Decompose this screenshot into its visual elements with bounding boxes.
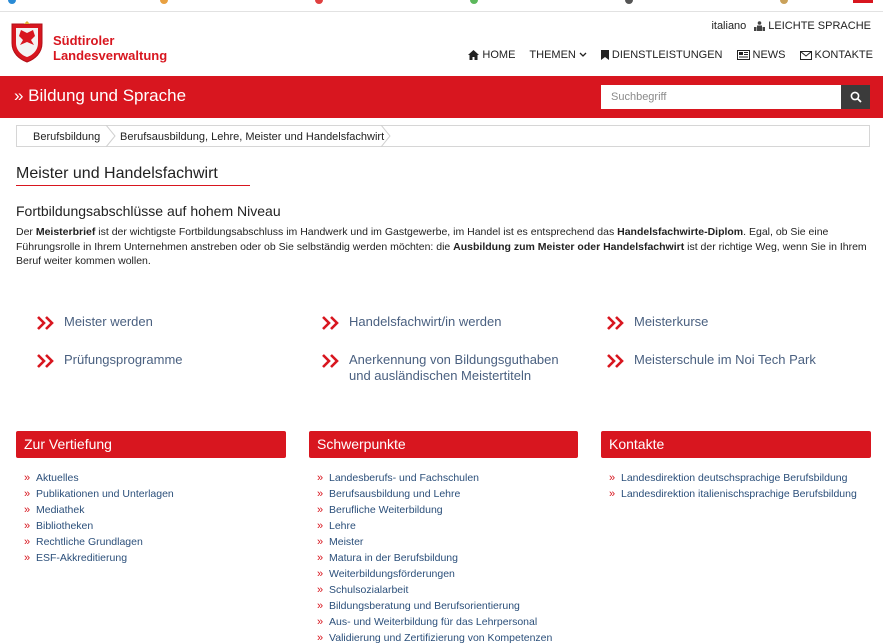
nav-kontakte[interactable] (800, 49, 873, 61)
link-label-line: Anerkennung von Bildungsguthaben (349, 352, 559, 367)
list-item[interactable] (24, 518, 174, 534)
double-chevron-right-icon (36, 353, 56, 369)
chevron-right-icon: » (317, 632, 324, 644)
intro-text: ist der wichtigste Fortbildungsabschluss im Handwerk und im Gastgewerbe, im Handel ist es entsprechend das (95, 226, 618, 238)
chevron-right-icon: » (24, 552, 31, 564)
list-item[interactable] (24, 550, 174, 566)
list-item-label: ESF-Akkreditierung (36, 552, 128, 564)
list-item-label: Bibliotheken (36, 520, 94, 532)
envelope-icon (800, 51, 812, 60)
top-strip (0, 0, 883, 12)
list-item[interactable] (24, 534, 174, 550)
title-underline (16, 185, 250, 186)
list-item[interactable] (317, 566, 552, 582)
double-chevron-right-icon (321, 315, 341, 331)
page-title: Meister und Handelsfachwirt (16, 165, 218, 182)
lang-italiano-link[interactable]: italiano (711, 20, 747, 32)
language-switch (711, 20, 871, 32)
link-label (634, 314, 708, 330)
double-chevron-right-icon (606, 353, 626, 369)
list-item[interactable] (317, 470, 552, 486)
list-item-label: Validierung und Zertifizierung von Kompetenzen (329, 632, 553, 644)
list-item-label: Publikationen und Unterlagen (36, 488, 174, 500)
breadcrumb-separator-icon (380, 125, 392, 147)
breadcrumb (16, 125, 870, 147)
logo-line-2: Landesverwaltung (53, 48, 168, 63)
link-label (349, 352, 559, 384)
list-item[interactable] (24, 486, 174, 502)
list-item-label: Schulsozialarbeit (329, 584, 409, 596)
logo-line-1: Südtiroler (53, 33, 115, 48)
list-item[interactable] (609, 470, 857, 486)
chevron-right-icon: » (317, 488, 324, 500)
double-chevron-right-icon (36, 315, 56, 331)
link-anerkennung[interactable] (321, 352, 559, 384)
link-meisterkurse[interactable] (606, 314, 708, 331)
toolbar-dot (470, 0, 478, 4)
chevron-right-icon: » (24, 504, 31, 516)
chevron-right-icon: » (317, 520, 324, 532)
chevron-right-icon: » (24, 536, 31, 548)
box-header-kontakte: Kontakte (601, 431, 871, 458)
chevron-down-icon (579, 52, 587, 58)
link-label-line: und ausländischen Meistertiteln (349, 368, 532, 383)
list-item[interactable] (609, 486, 857, 502)
list-item[interactable] (317, 614, 552, 630)
list-item-label: Weiterbildungsförderungen (329, 568, 455, 580)
nav-kontakte-label: KONTAKTE (814, 49, 873, 61)
list-item-label: Aus- und Weiterbildung für das Lehrpersonal (329, 616, 538, 628)
link-meisterschule-noi[interactable] (606, 352, 816, 369)
site-logo-text[interactable] (53, 33, 167, 63)
easy-language-link[interactable] (754, 20, 871, 32)
link-label-line: Handelsfachwirt/in werden (349, 314, 502, 329)
toolbar-dot (8, 0, 16, 4)
list-item[interactable] (317, 630, 552, 644)
link-label-line: Prüfungsprogramme (64, 352, 183, 367)
chevron-right-icon: » (609, 488, 616, 500)
search-input[interactable] (601, 85, 841, 109)
chevron-right-icon: » (317, 504, 324, 516)
list-item-label: Landesdirektion deutschsprachige Berufsbildung (621, 472, 848, 484)
list-item[interactable] (317, 486, 552, 502)
list-item[interactable] (24, 470, 174, 486)
intro-paragraph (16, 225, 872, 269)
toolbar-dot (780, 0, 788, 4)
list-item-label: Lehre (329, 520, 356, 532)
toolbar-dot (160, 0, 168, 4)
nav-home[interactable] (468, 49, 515, 61)
chevron-right-icon: » (24, 488, 31, 500)
link-meister-werden[interactable] (36, 314, 153, 331)
link-pruefungsprogramme[interactable] (36, 352, 183, 369)
chevron-right-icon: » (317, 536, 324, 548)
box-list-zur-vertiefung (24, 470, 174, 566)
list-item[interactable] (317, 582, 552, 598)
chevron-right-icon: » (317, 600, 324, 612)
intro-text: . Egal, ob Sie eine Führungsrolle in Ihrem Unternehmen anstreben oder ob Sie selbständig werden möchten: die (16, 226, 829, 253)
chevron-right-icon: » (24, 520, 31, 532)
list-item[interactable] (317, 550, 552, 566)
chevron-right-icon: » (609, 472, 616, 484)
chevron-right-icon: » (317, 472, 324, 484)
list-item-label: Mediathek (36, 504, 85, 516)
list-item-label: Matura in der Berufsbildung (329, 552, 458, 564)
box-list-kontakte (609, 470, 857, 502)
nav-news-label: NEWS (752, 49, 786, 61)
nav-home-label: HOME (482, 49, 516, 61)
chevron-right-icon: » (317, 568, 324, 580)
list-item-label: Berufsausbildung und Lehre (329, 488, 461, 500)
intro-bold-text: Handelsfachwirte-Diplom (617, 226, 744, 238)
breadcrumb-item[interactable]: Berufsausbildung, Lehre, Meister und Handelsfachwirt (120, 131, 385, 143)
link-label-line: Meisterkurse (634, 314, 709, 329)
nav-dienstleistungen[interactable] (601, 49, 723, 61)
list-item-label: Landesberufs- und Fachschulen (329, 472, 480, 484)
main-navigation (468, 49, 873, 61)
intro-text: ist der richtige Weg, wenn Sie in Ihrem Beruf weiter kommen wollen. (16, 240, 867, 267)
toolbar-dot (315, 0, 323, 4)
link-label (64, 352, 183, 368)
breadcrumb-separator-icon (105, 125, 117, 147)
link-label-line: Meister werden (64, 314, 153, 329)
list-item-label: Meister (329, 536, 364, 548)
box-header-schwerpunkte: Schwerpunkte (309, 431, 578, 458)
toolbar-red-tab (853, 0, 873, 3)
double-chevron-right-icon (321, 353, 341, 369)
list-item[interactable] (317, 598, 552, 614)
easy-language-icon (754, 21, 765, 31)
search-button[interactable] (841, 85, 870, 109)
toolbar-dot (625, 0, 633, 4)
link-handelsfachwirt-werden[interactable] (321, 314, 501, 331)
chevron-right-icon: » (317, 584, 324, 596)
section-title[interactable]: » Bildung und Sprache (14, 86, 187, 105)
list-item[interactable] (317, 534, 552, 550)
coat-of-arms-logo-icon[interactable] (10, 21, 44, 63)
link-label (349, 314, 501, 330)
chevron-right-icon: » (317, 552, 324, 564)
list-item[interactable] (317, 502, 552, 518)
nav-themen[interactable] (529, 49, 586, 61)
double-chevron-right-icon (606, 315, 626, 331)
intro-bold-text: Ausbildung zum Meister oder Handelsfachwirt (453, 240, 685, 253)
intro-text: Der (16, 226, 36, 238)
link-label-line: Meisterschule im Noi Tech Park (634, 352, 816, 367)
chevron-right-icon: » (24, 472, 31, 484)
link-label (64, 314, 153, 330)
list-item-label: Landesdirektion italienischsprachige Berufsbildung (621, 488, 857, 500)
list-item[interactable] (317, 518, 552, 534)
nav-news[interactable] (737, 49, 786, 61)
nav-dienstleistungen-label: DIENSTLEISTUNGEN (611, 49, 723, 61)
list-item-label: Berufliche Weiterbildung (329, 504, 443, 516)
home-icon (468, 50, 479, 60)
nav-themen-label: THEMEN (529, 49, 576, 61)
intro-bold-text: Meisterbrief (35, 226, 96, 238)
box-header-zur-vertiefung: Zur Vertiefung (16, 431, 286, 458)
list-item-label: Aktuelles (36, 472, 79, 484)
list-item-label: Bildungsberatung und Berufsorientierung (329, 600, 520, 612)
link-label (634, 352, 816, 368)
easy-language-label: LEICHTE SPRACHE (768, 20, 871, 32)
search-icon (850, 91, 862, 103)
newspaper-icon (737, 50, 750, 60)
bookmark-icon (601, 50, 609, 60)
box-list-schwerpunkte (317, 470, 552, 644)
page-subtitle: Fortbildungsabschlüsse auf hohem Niveau (16, 203, 281, 219)
breadcrumb-item[interactable]: Berufsbildung (33, 131, 101, 143)
chevron-right-icon: » (317, 616, 324, 628)
list-item[interactable] (24, 502, 174, 518)
list-item-label: Rechtliche Grundlagen (36, 536, 143, 548)
